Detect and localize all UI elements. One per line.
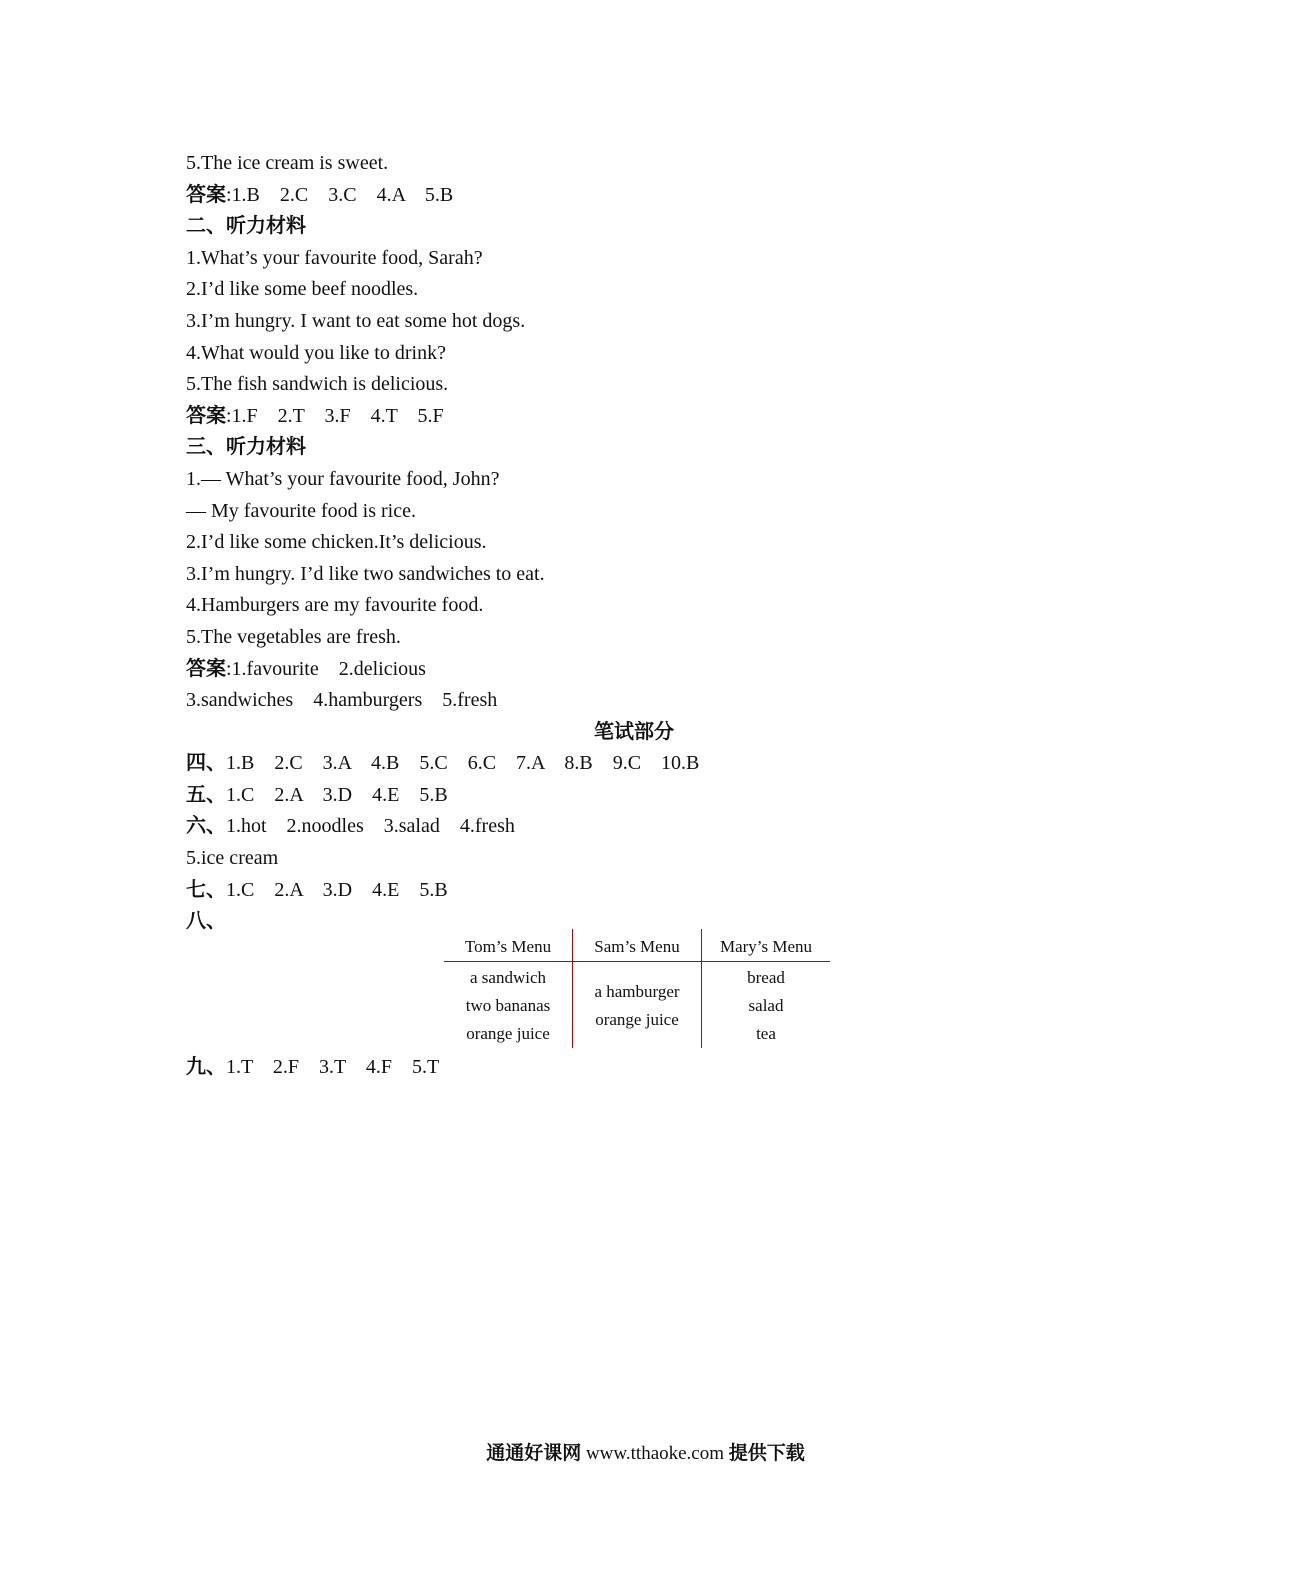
answer-line-7 (186, 875, 1086, 907)
line-23: 5.ice cream (186, 847, 279, 870)
footer-download-text: 提供下载 (728, 1443, 805, 1464)
line-12: — My favourite food is rice. (186, 499, 416, 522)
line-13: 2.I’d like some chicken.It’s delicious. (186, 531, 487, 554)
written-section-title: 笔试部分 (594, 720, 674, 743)
footer-url: www.tthaoke.com (581, 1443, 729, 1464)
line-5: 2.I’d like some beef noodles. (186, 278, 419, 301)
answer-label: 答案 (186, 657, 226, 680)
section-heading-2: 二、听力材料 (186, 215, 306, 238)
answer-line-4 (186, 748, 1086, 780)
answer-label: 六、 (186, 815, 226, 838)
answer-values: :1.B 2.C 3.C 4.A 5.B (226, 183, 454, 206)
line-1: 5.The ice cream is sweet. (186, 152, 389, 174)
sams-menu-cell (573, 962, 702, 1049)
answer-label: 答案 (186, 183, 226, 206)
header-toms-menu: Tom’s Menu (444, 929, 573, 962)
menu-item: a hamburger (594, 982, 680, 1001)
menu-item: bread (747, 968, 785, 987)
menu-item: orange juice (595, 1010, 679, 1029)
line-14: 3.I’m hungry. I’d like two sandwiches to eat. (186, 562, 545, 585)
menu-item: two bananas (465, 996, 551, 1015)
menu-table-body-row (444, 962, 830, 1049)
line-7: 4.What would you like to drink? (186, 341, 446, 364)
menu-table-wrap (444, 929, 830, 1048)
menu-item: a sandwich (469, 968, 546, 987)
menu-item: tea (756, 1024, 776, 1043)
footer (0, 1438, 1291, 1465)
header-marys-menu: Mary’s Menu (702, 929, 831, 962)
menu-table-header-row (444, 929, 830, 962)
line-11: 1.— What’s your favourite food, John? (186, 467, 500, 490)
answer-line-3 (186, 654, 1086, 686)
answer-line-2 (186, 401, 1086, 433)
answer-label: 答案 (186, 404, 226, 427)
answer-values: 1.hot 2.noodles 3.salad 4.fresh (226, 815, 515, 838)
answer-label: 八、 (186, 910, 226, 933)
answer-label: 九、 (186, 1056, 226, 1078)
menu-table (444, 929, 830, 1048)
answer-line-5 (186, 780, 1086, 812)
header-sams-menu: Sam’s Menu (573, 929, 702, 962)
answer-label: 五、 (186, 783, 226, 806)
answer-values: 1.C 2.A 3.D 4.E 5.B (226, 783, 448, 806)
line-6: 3.I’m hungry. I want to eat some hot dogs. (186, 309, 526, 332)
answer-label: 七、 (186, 878, 226, 901)
menu-item: orange juice (466, 1024, 550, 1043)
answer-values: 1.B 2.C 3.A 4.B 5.C 6.C 7.A 8.B 9.C 10.B (226, 752, 700, 775)
menu-item: salad (748, 996, 784, 1015)
answer-values: :1.F 2.T 3.F 4.T 5.F (226, 404, 444, 427)
answer-label: 四、 (186, 752, 226, 775)
line-18: 3.sandwiches 4.hamburgers 5.fresh (186, 689, 498, 712)
toms-menu-cell (444, 962, 573, 1049)
answer-values: 1.C 2.A 3.D 4.E 5.B (226, 878, 448, 901)
answer-values: :1.favourite 2.delicious (226, 657, 426, 680)
answer-line-1 (186, 180, 1086, 212)
answer-values: 1.T 2.F 3.T 4.F 5.T (226, 1056, 440, 1078)
answer-line-6 (186, 811, 1086, 843)
marys-menu-cell (702, 962, 831, 1049)
answer-document (186, 148, 1086, 938)
answer-line-9 (186, 1052, 439, 1084)
section-heading-3: 三、听力材料 (186, 436, 306, 459)
line-4: 1.What’s your favourite food, Sarah? (186, 246, 483, 269)
line-15: 4.Hamburgers are my favourite food. (186, 594, 484, 617)
line-16: 5.The vegetables are fresh. (186, 625, 401, 648)
line-8: 5.The fish sandwich is delicious. (186, 373, 449, 396)
footer-site-name: 通通好课网 (486, 1443, 582, 1464)
